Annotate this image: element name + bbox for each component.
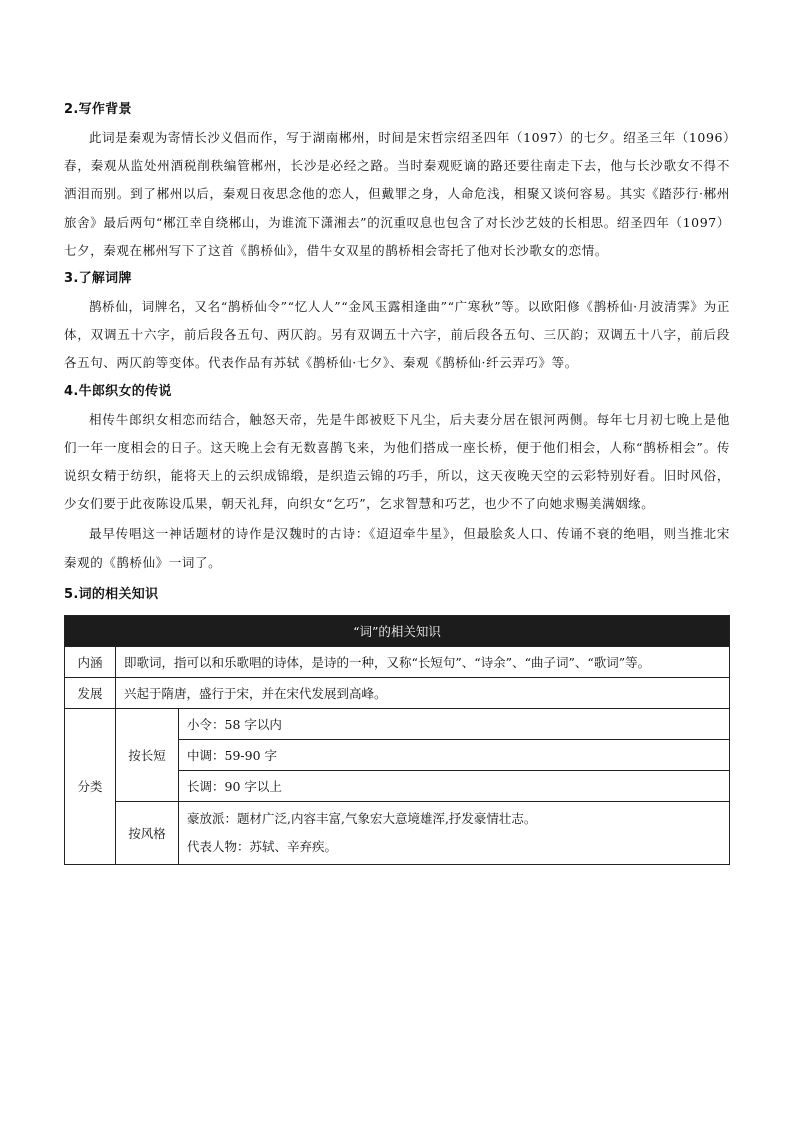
row-label-fenlei: 分类 bbox=[65, 708, 116, 864]
section-heading-legend: 4.牛郎织女的传说 bbox=[64, 383, 172, 399]
table-row-neihan bbox=[65, 646, 730, 677]
paragraph-background: 此词是秦观为寄情长沙义倡而作，写于湖南郴州，时间是宋哲宗绍圣四年（1097）的七夕。绍圣三年（1096）春，秦观从监处州酒税削秩编管郴州，长沙是必经之路。当时秦观贬谪的路还要往南走下去，他与长沙歌女不得不洒泪而别。到了郴州以后，秦观日夜思念他的恋人，但戴罪之身，人命危浅，相聚又谈何容易。其实《踏莎行·郴州旅舍》最后两句“郴江幸自绕郴山，为谁流下潇湘去”的沉重叹息也包含了对长沙艺妓的长相思。绍圣四年（1097）七夕，秦观在郴州写下了这首《鹊桥仙》，借牛女双星的鹊桥相会寄托了他对长沙歌女的恋情。 bbox=[64, 130, 730, 258]
style-line-haofang: 豪放派：题材广泛,内容丰富,气象宏大意境雄浑,抒发豪情壮志。 bbox=[187, 810, 537, 826]
table-row-style bbox=[65, 801, 730, 864]
style-line-representatives: 代表人物：苏轼、辛弃疾。 bbox=[187, 838, 338, 854]
section-heading-background: 2.写作背景 bbox=[64, 102, 132, 117]
sublabel-by-length: 按长短 bbox=[116, 708, 179, 801]
style-cell bbox=[179, 801, 730, 864]
row-text-neihan: 即歌词，指可以和乐歌唱的诗体，是诗的一种，又称“长短句”、“诗余”、“曲子词”、“歌词”等。 bbox=[116, 646, 730, 677]
length-item-changdiao: 长调：90 字以上 bbox=[179, 770, 730, 801]
document-page bbox=[64, 96, 730, 865]
length-item-zhongdiao: 中调：59-90 字 bbox=[179, 739, 730, 770]
table-title: “词”的相关知识 bbox=[65, 615, 730, 646]
paragraph-legend-1: 相传牛郎织女相恋而结合，触怒天帝，先是牛郎被贬下凡尘，后夫妻分居在银河两侧。每年七月初七晚上是他们一年一度相会的日子。这天晚上会有无数喜鹊飞来，为他们搭成一座长桥，便于他们相会，人称“鹊桥相会”。传说织女精于纺织，能将天上的云织成锦缎，是织造云锦的巧手，所以，这天夜晚天空的云彩特别好看。旧时风俗，少女们要于此夜陈设瓜果，朝天礼拜，向织女“乞巧”，乞求智慧和巧艺，也少不了向她求赐美满姻缘。 bbox=[64, 411, 730, 512]
paragraph-cipai: 鹊桥仙，词牌名，又名“鹊桥仙令”“忆人人”“金风玉露相逢曲”“广寒秋”等。以欧阳修《鹊桥仙·月波清霁》为正体，双调五十六字，前后段各五句、两仄韵。另有双调五十六字，前后段各五句、三仄韵；双调五十八字，前后段各五句、两仄韵等变体。代表作品有苏轼《鹊桥仙·七夕》、秦观《鹊桥仙·纤云弄巧》等。 bbox=[64, 299, 730, 371]
paragraph-legend-2: 最早传唱这一神话题材的诗作是汉魏时的古诗：《迢迢牵牛星》，但最脍炙人口、传诵不衰的绝唱，则当推北宋秦观的《鹊桥仙》一词了。 bbox=[64, 526, 730, 570]
length-item-xiaoling: 小令：58 字以内 bbox=[179, 708, 730, 739]
table-header-row bbox=[65, 615, 730, 646]
section-heading-cipai: 3.了解词牌 bbox=[64, 271, 132, 287]
section-heading-knowledge: 5.词的相关知识 bbox=[64, 586, 159, 602]
sublabel-by-style: 按风格 bbox=[116, 801, 179, 864]
table-row-fenlei bbox=[65, 708, 730, 739]
knowledge-table bbox=[64, 615, 730, 865]
table-row-fazhan bbox=[65, 677, 730, 708]
row-label-neihan: 内涵 bbox=[65, 646, 116, 677]
row-label-fazhan: 发展 bbox=[65, 677, 116, 708]
row-text-fazhan: 兴起于隋唐，盛行于宋，并在宋代发展到高峰。 bbox=[116, 677, 730, 708]
